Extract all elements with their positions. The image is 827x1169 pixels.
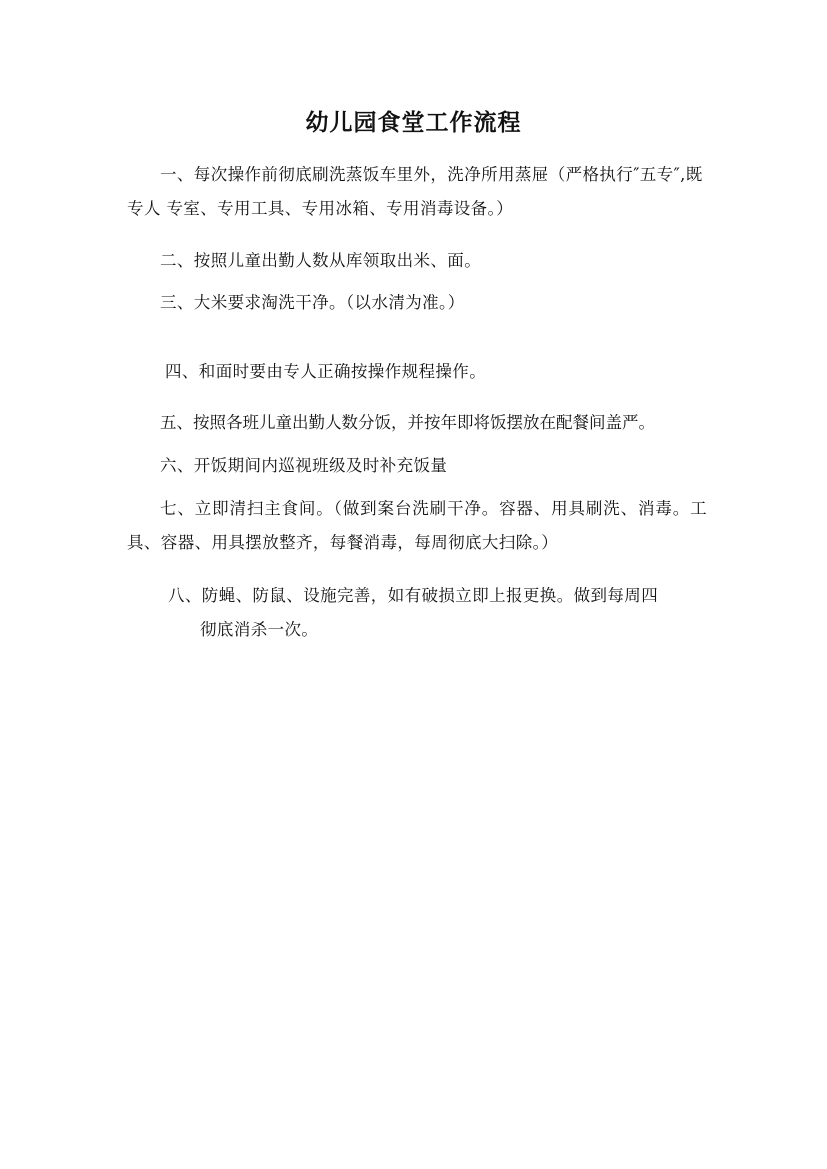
- paragraph-5: 五、按照各班儿童出勤人数分饭，并按年即将饭摆放在配餐间盖严。: [160, 413, 655, 432]
- paragraph-2: 二、按照儿童出勤人数从库领取出米、面。: [160, 251, 482, 270]
- paragraph-4: 四、和面时要由专人正确按操作规程操作。: [165, 362, 487, 381]
- paragraph-8-line-2: 彻底消杀一次。: [200, 620, 319, 639]
- paragraph-8: [168, 579, 708, 647]
- paragraph-8-line-1: 八、防蝇、防鼠、设施完善，如有破损立即上报更换。做到每周四: [168, 586, 659, 605]
- paragraph-3: 三、大米要求淘洗干净。（以水清为准。）: [160, 293, 465, 312]
- paragraph-7: 七、立即清扫主食间。（做到案台洗刷干净。容器、用具刷洗、消毒。工具、容器、用具摆放整齐，每餐消毒，每周彻底大扫除。）: [127, 499, 707, 552]
- paragraph-6: 六、开饭期间内巡视班级及时补充饭量: [160, 456, 448, 475]
- paragraph-1: 一、每次操作前彻底刷洗蒸饭车里外，洗净所用蒸屉（严格执行″五专″,既专人 专室、专用工具、专用冰箱、专用消毒设备。）: [127, 165, 703, 218]
- page-title: 幼儿园食堂工作流程: [305, 110, 522, 136]
